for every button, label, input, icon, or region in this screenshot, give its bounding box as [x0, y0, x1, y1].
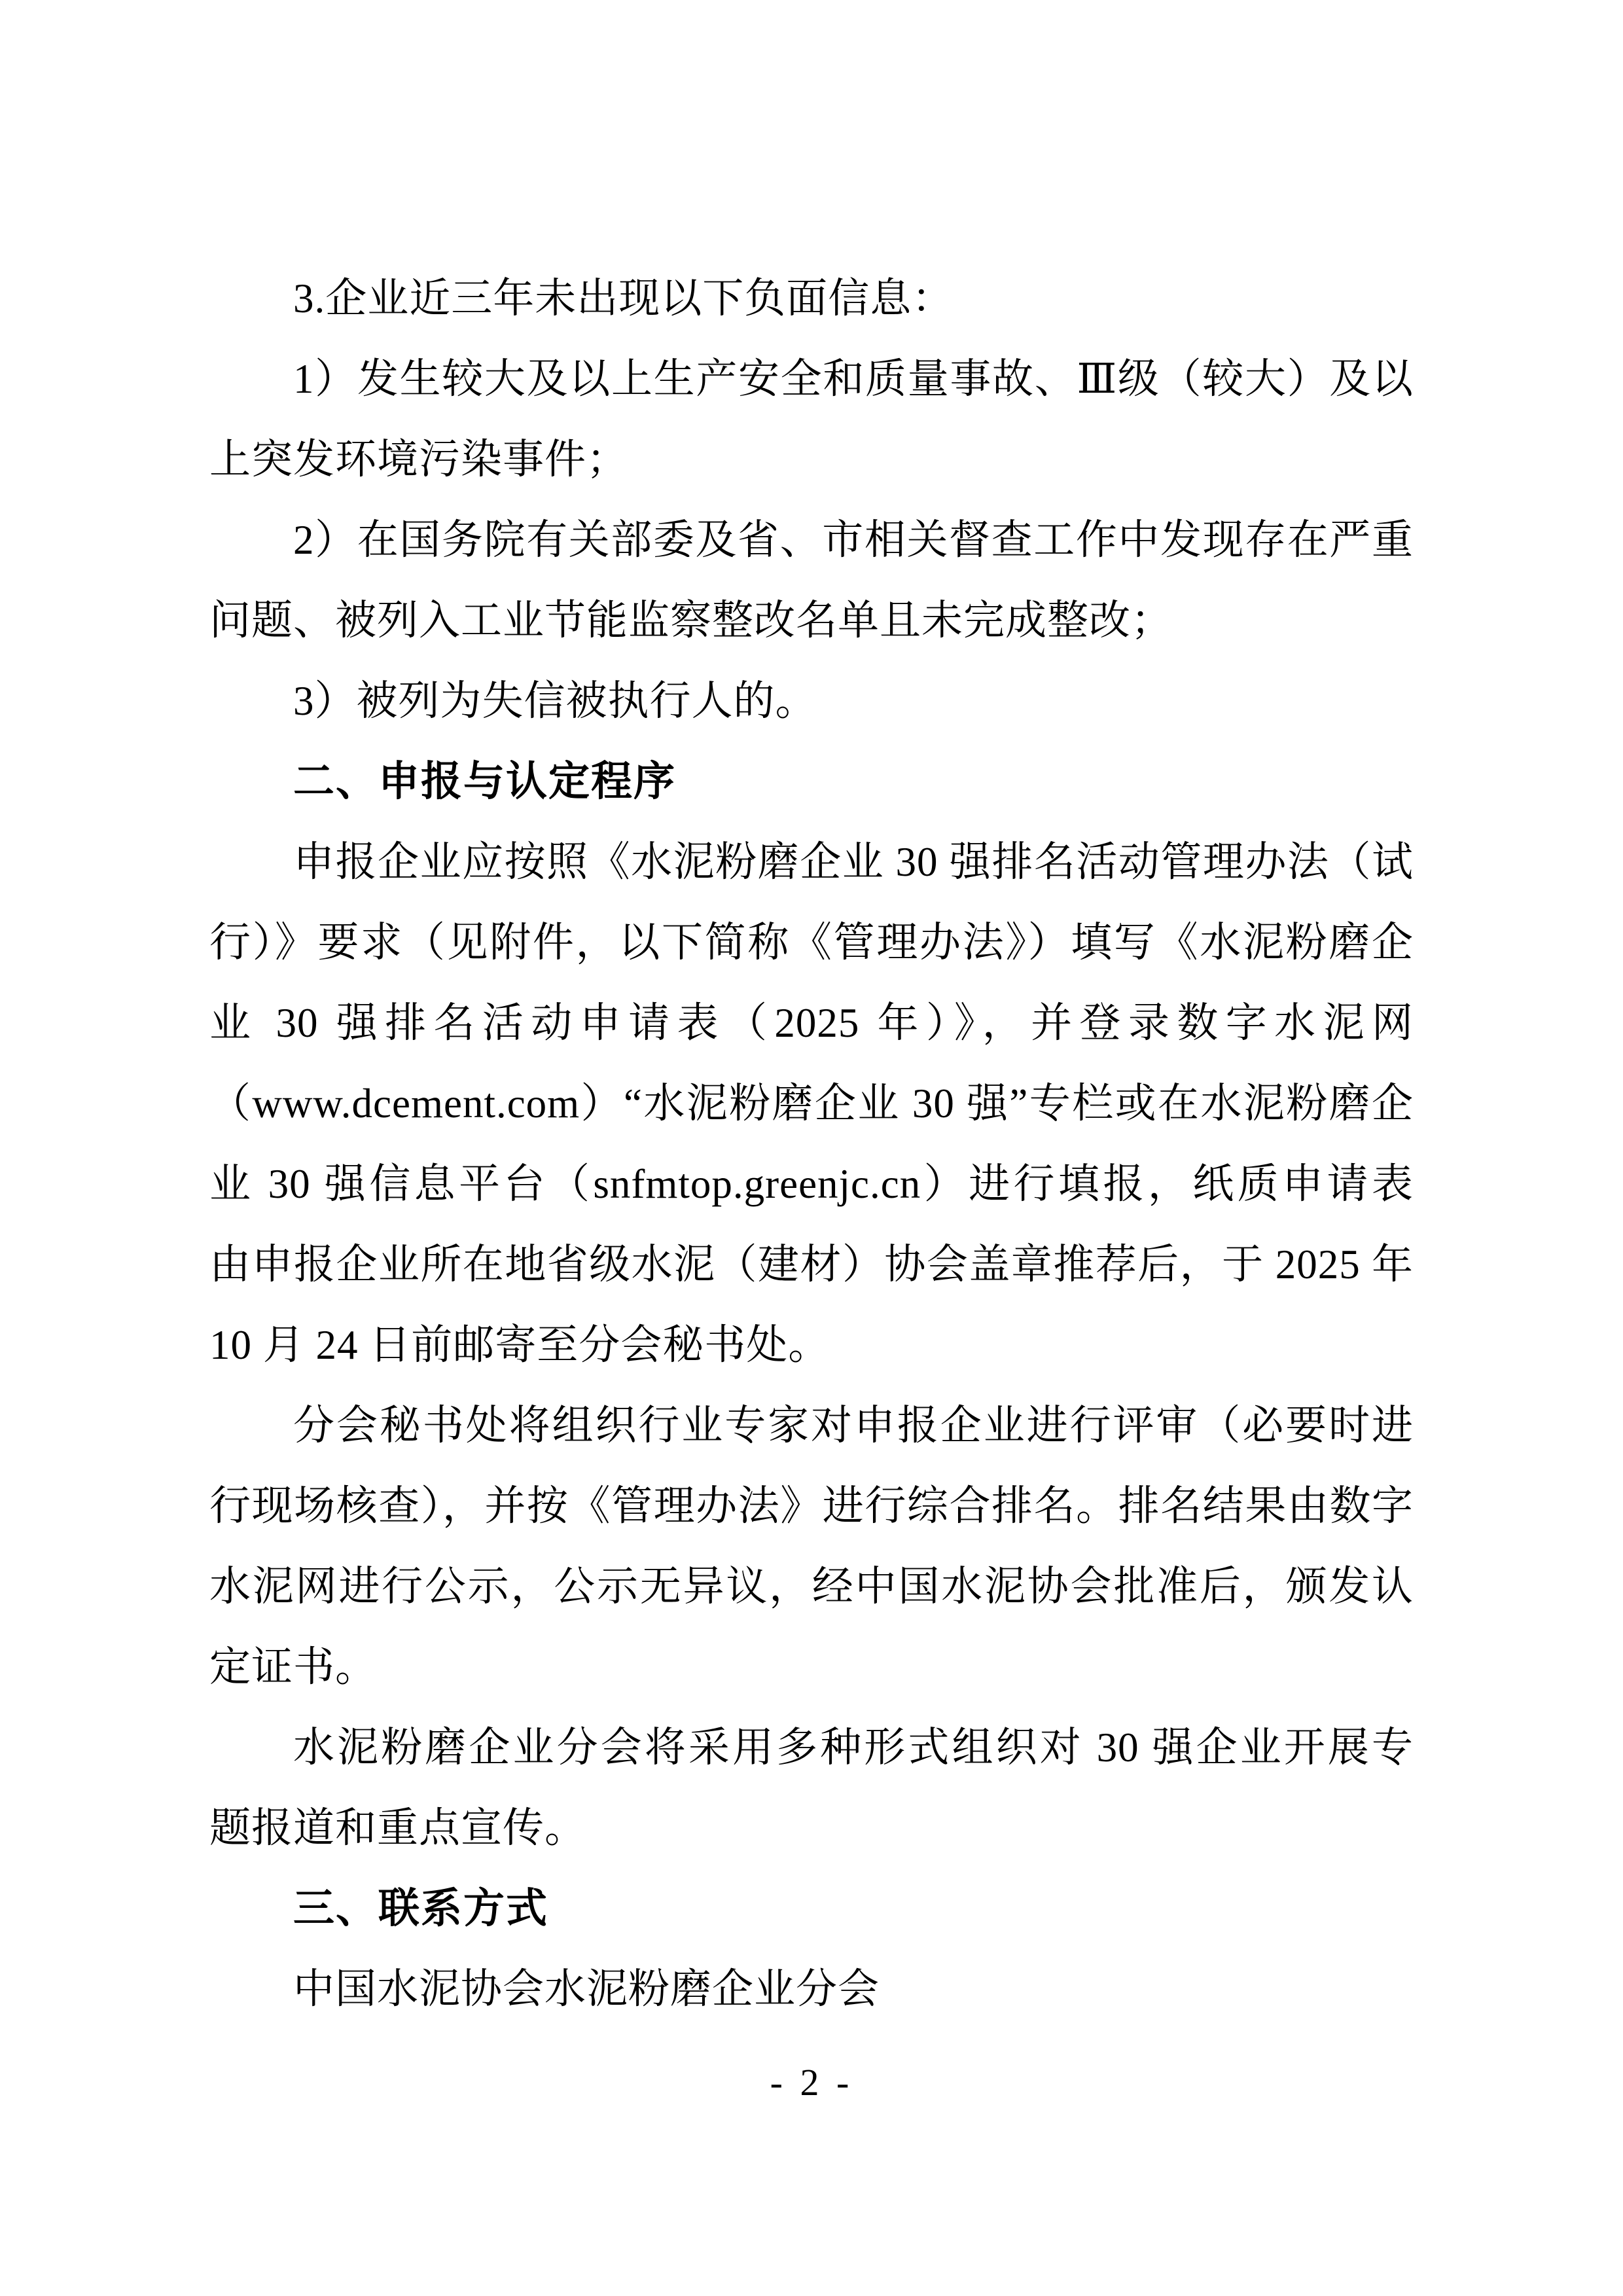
text-line: 业 30 强排名活动申请表（2025 年）》，并登录数字水泥网: [209, 1000, 1414, 1046]
text-line: 1）发生较大及以上生产安全和质量事故、Ⅲ级（较大）及以: [293, 356, 1414, 402]
text-line: 上突发环境污染事件；: [209, 437, 628, 482]
text-line: 2）在国务院有关部委及省、市相关督查工作中发现存在严重: [293, 517, 1414, 563]
text-line: 水泥粉磨企业分会将采用多种形式组织对 30 强企业开展专: [293, 1725, 1414, 1770]
page-number: - 2 -: [770, 2061, 853, 2104]
text-line: 10 月 24 日前邮寄至分会秘书处。: [209, 1322, 830, 1368]
section-heading-contact-info: 三、联系方式: [293, 1886, 548, 1931]
page-footer: [0, 2042, 1623, 2123]
text-line: 3）被列为失信被执行人的。: [293, 678, 817, 724]
text-line: 分会秘书处将组织行业专家对申报企业进行评审（必要时进: [293, 1403, 1414, 1448]
text-line-platform: 业 30 强信息平台（snfmtop.greenjc.cn）进行填报，纸质申请表: [209, 1161, 1414, 1207]
text-line: 由申报企业所在地省级水泥（建材）协会盖章推荐后，于 2025 年: [209, 1242, 1414, 1287]
text-line-website: （www.dcement.com）“水泥粉磨企业 30 强”专栏或在水泥粉磨企: [209, 1081, 1414, 1126]
document-body: [209, 259, 1414, 2030]
text-line: 问题、被列入工业节能监察整改名单且未完成整改；: [209, 598, 1173, 643]
text-line: 行）》要求（见附件，以下简称《管理办法》）填写《水泥粉磨企: [209, 920, 1414, 965]
text-line: 3.企业近三年未出现以下负面信息：: [293, 276, 954, 321]
text-line: 行现场核查），并按《管理办法》进行综合排名。排名结果由数字: [209, 1483, 1414, 1529]
text-line: 定证书。: [209, 1644, 377, 1690]
section-heading-application-procedure: 二、申报与认定程序: [293, 759, 676, 804]
text-line: 题报道和重点宣传。: [209, 1805, 586, 1851]
contact-line: 中国水泥协会水泥粉磨企业分会: [293, 1966, 880, 2012]
text-line: 水泥网进行公示，公示无异议，经中国水泥协会批准后，颁发认: [209, 1564, 1414, 1609]
text-line: 申报企业应按照《水泥粉磨企业 30 强排名活动管理办法（试: [293, 839, 1414, 885]
